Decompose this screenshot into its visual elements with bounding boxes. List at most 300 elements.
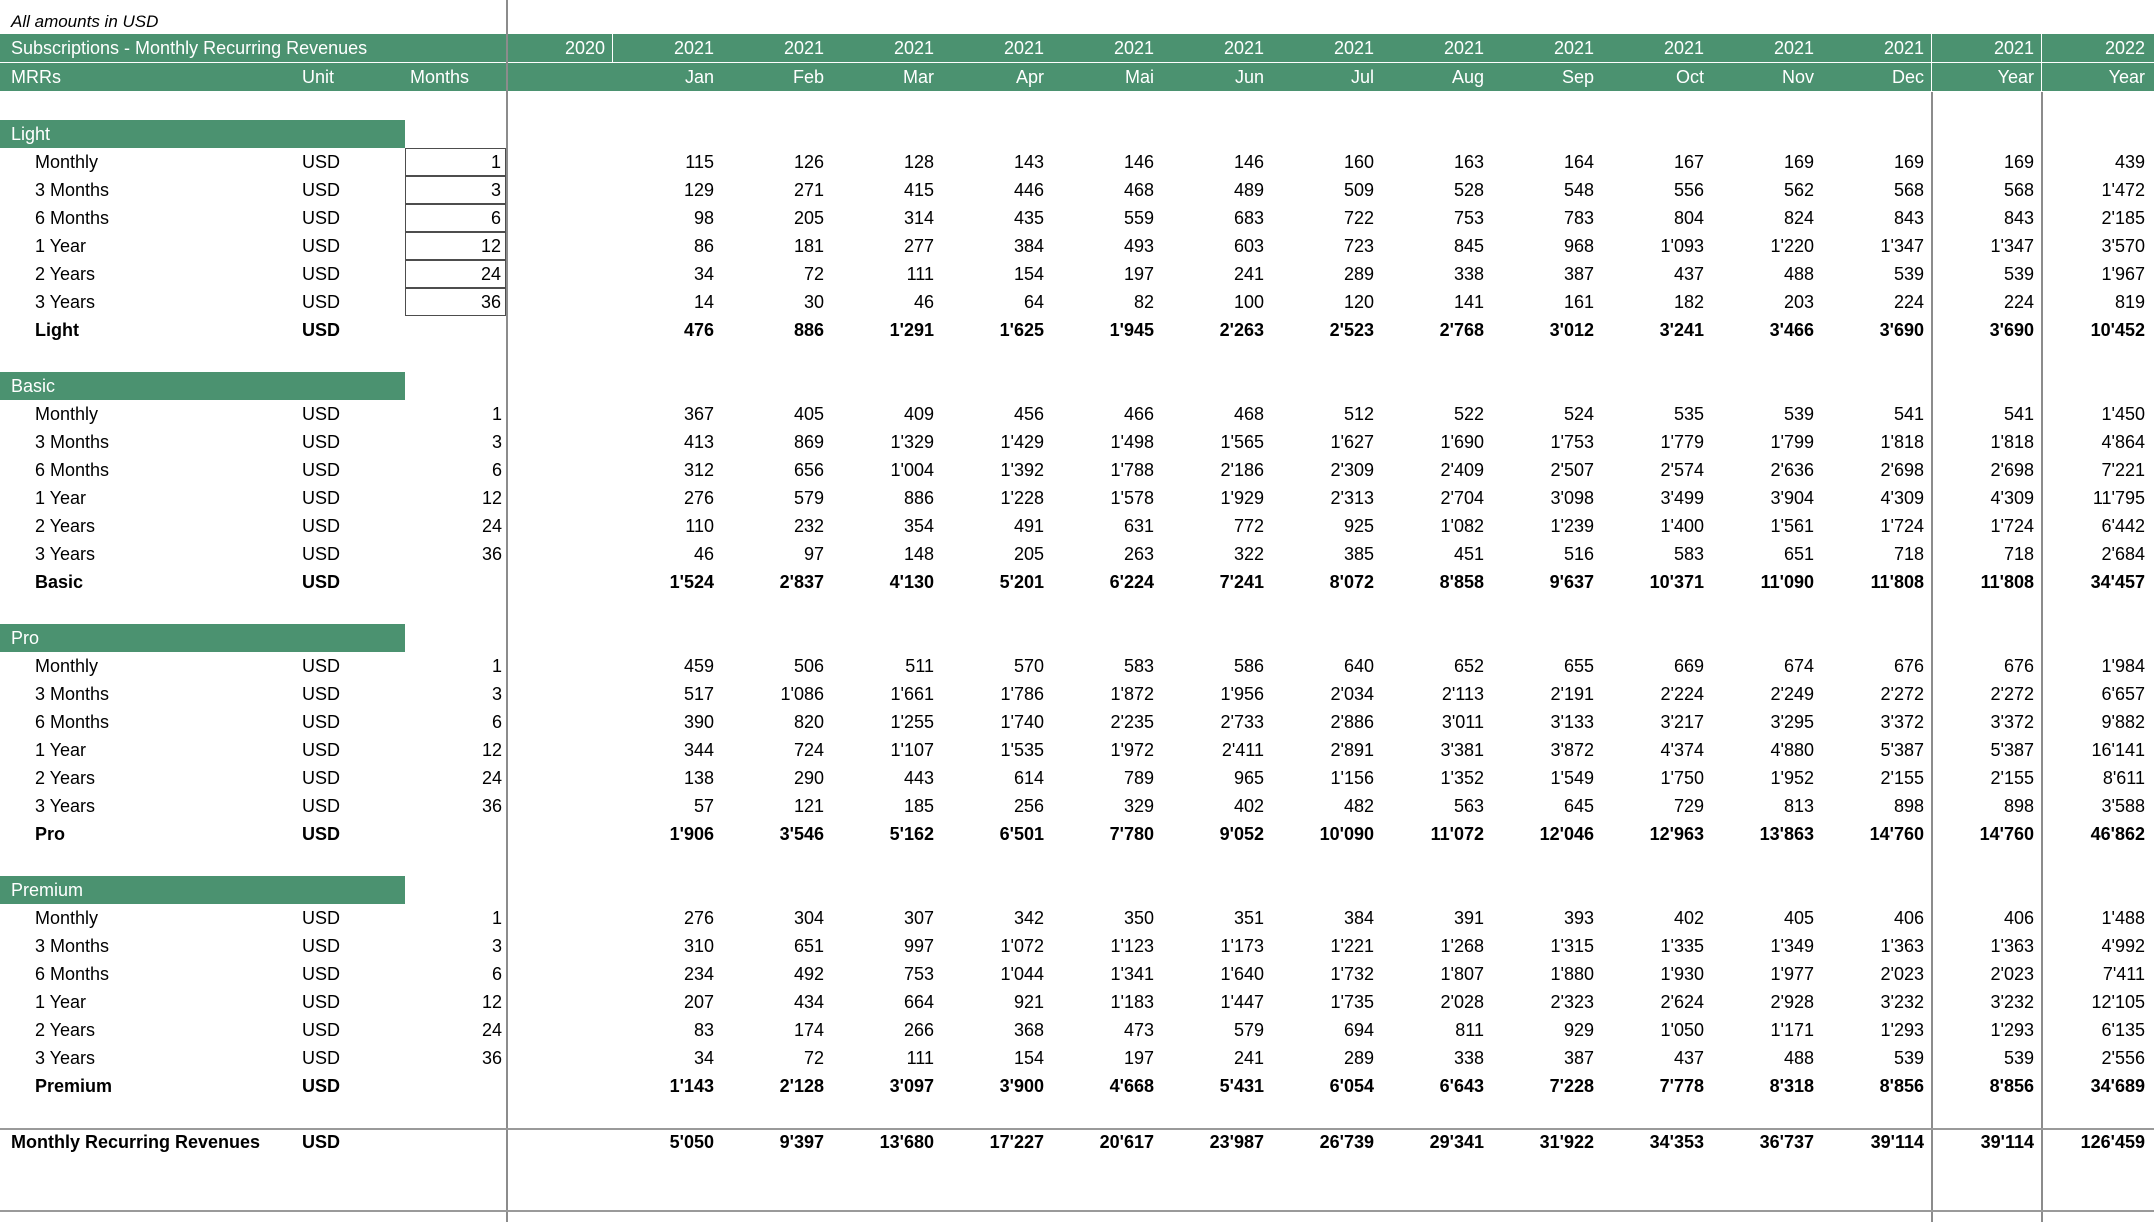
value-cell: 2'155 — [1990, 768, 2034, 788]
value-cell: 1'549 — [1550, 768, 1594, 788]
row-unit: USD — [302, 460, 341, 480]
row-label: Monthly — [35, 404, 99, 424]
total-value: 1'291 — [889, 320, 934, 340]
months-value[interactable]: 36 — [480, 292, 501, 312]
value-cell: 2'028 — [1440, 992, 1484, 1012]
total-label: Basic — [35, 572, 84, 592]
value-cell: 34 — [693, 1048, 714, 1068]
value-cell: 402 — [1233, 796, 1264, 816]
value-cell: 146 — [1123, 152, 1154, 172]
value-cell: 631 — [1123, 516, 1154, 536]
value-cell: 146 — [1233, 152, 1264, 172]
value-cell: 169 — [1783, 152, 1814, 172]
value-cell: 4'374 — [1660, 740, 1704, 760]
table-row — [0, 988, 2154, 1016]
table-row — [0, 652, 2154, 680]
total-value: 6'224 — [1109, 572, 1154, 592]
year-header: 2021 — [1223, 38, 1264, 58]
value-cell: 655 — [1563, 656, 1594, 676]
total-label: Pro — [35, 824, 66, 844]
value-cell: 203 — [1783, 292, 1814, 312]
value-cell: 256 — [1013, 796, 1044, 816]
row-unit: USD — [302, 544, 341, 564]
value-cell: 338 — [1453, 1048, 1484, 1068]
value-cell: 804 — [1673, 208, 1704, 228]
value-cell: 368 — [1013, 1020, 1044, 1040]
months-value: 3 — [491, 936, 502, 956]
value-cell: 3'232 — [1990, 992, 2034, 1012]
group-header-light — [0, 120, 405, 148]
table-row — [0, 428, 2154, 456]
months-value: 24 — [481, 1020, 502, 1040]
period-header: Aug — [1451, 67, 1484, 87]
value-cell: 100 — [1233, 292, 1264, 312]
value-cell: 121 — [793, 796, 824, 816]
value-cell: 1'315 — [1550, 936, 1594, 956]
value-cell: 72 — [803, 1048, 824, 1068]
col-header-unit: Unit — [302, 67, 335, 87]
value-cell: 772 — [1233, 516, 1264, 536]
value-cell: 129 — [683, 180, 714, 200]
value-cell: 391 — [1453, 908, 1484, 928]
value-cell: 1'724 — [1990, 516, 2034, 536]
header-divider — [2041, 34, 2042, 91]
period-header: Apr — [1015, 67, 1044, 87]
header-band-periods — [0, 63, 2154, 91]
year-header: 2021 — [1443, 38, 1484, 58]
value-cell: 2'023 — [1880, 964, 1924, 984]
value-cell: 16'141 — [2091, 740, 2145, 760]
value-cell: 722 — [1343, 208, 1374, 228]
sheet-title: Subscriptions - Monthly Recurring Revenues — [11, 38, 368, 58]
value-cell: 2'224 — [1660, 684, 1704, 704]
value-cell: 1'293 — [1990, 1020, 2034, 1040]
months-value[interactable]: 1 — [490, 152, 501, 172]
value-cell: 1'447 — [1220, 992, 1264, 1012]
months-input-cell[interactable] — [405, 260, 506, 288]
value-cell: 46 — [913, 292, 934, 312]
value-cell: 11'795 — [2092, 488, 2145, 508]
period-header: Year — [2108, 67, 2145, 87]
value-cell: 111 — [906, 264, 934, 284]
row-unit: USD — [302, 404, 341, 424]
table-row — [0, 540, 2154, 568]
value-cell: 570 — [1013, 656, 1044, 676]
value-cell: 813 — [1783, 796, 1814, 816]
value-cell: 5'387 — [1990, 740, 2034, 760]
total-value: 7'228 — [1549, 1076, 1594, 1096]
months-input-cell[interactable] — [405, 204, 506, 232]
value-cell: 4'864 — [2101, 432, 2145, 452]
header-divider — [1931, 34, 1932, 91]
value-cell: 2'034 — [1330, 684, 1374, 704]
value-cell: 6'442 — [2101, 516, 2145, 536]
row-label: Monthly — [35, 656, 99, 676]
total-value: 1'625 — [999, 320, 1044, 340]
total-value: 3'546 — [779, 824, 824, 844]
value-cell: 314 — [903, 208, 934, 228]
total-value: 14'760 — [1869, 824, 1924, 844]
row-unit: USD — [302, 712, 341, 732]
value-cell: 524 — [1563, 404, 1594, 424]
total-value: 11'090 — [1760, 572, 1814, 592]
grand-total-row — [0, 1128, 2154, 1156]
value-cell: 174 — [793, 1020, 824, 1040]
value-cell: 390 — [683, 712, 714, 732]
total-unit: USD — [302, 572, 341, 592]
value-cell: 2'507 — [1550, 460, 1594, 480]
value-cell: 387 — [1563, 264, 1594, 284]
value-cell: 1'255 — [890, 712, 934, 732]
value-cell: 489 — [1233, 180, 1264, 200]
value-cell: 2'733 — [1220, 712, 1264, 732]
value-cell: 482 — [1343, 796, 1374, 816]
value-cell: 443 — [903, 768, 934, 788]
value-cell: 437 — [1673, 264, 1704, 284]
value-cell: 789 — [1123, 768, 1154, 788]
total-value: 34'689 — [2090, 1076, 2145, 1096]
year-header: 2021 — [1663, 38, 1704, 58]
total-unit: USD — [302, 320, 341, 340]
value-cell: 2'636 — [1770, 460, 1814, 480]
value-cell: 387 — [1563, 1048, 1594, 1068]
months-value: 6 — [491, 712, 502, 732]
value-cell: 2'411 — [1221, 740, 1264, 760]
value-cell: 241 — [1233, 1048, 1264, 1068]
value-cell: 579 — [793, 488, 824, 508]
total-value: 6'054 — [1329, 1076, 1374, 1096]
months-value[interactable]: 12 — [480, 236, 501, 256]
value-cell: 468 — [1233, 404, 1264, 424]
total-value: 886 — [793, 320, 824, 340]
value-cell: 466 — [1123, 404, 1154, 424]
months-value: 6 — [491, 460, 502, 480]
value-cell: 516 — [1563, 544, 1594, 564]
value-cell: 393 — [1563, 908, 1594, 928]
total-value: 8'856 — [1989, 1076, 2034, 1096]
table-row — [0, 736, 2154, 764]
grand-total-value: 39'114 — [1870, 1132, 1924, 1152]
value-cell: 664 — [903, 992, 934, 1012]
total-value: 8'318 — [1769, 1076, 1814, 1096]
value-cell: 824 — [1783, 208, 1814, 228]
value-cell: 3'904 — [1770, 488, 1814, 508]
value-cell: 6'135 — [2101, 1020, 2145, 1040]
value-cell: 3'098 — [1550, 488, 1594, 508]
value-cell: 289 — [1343, 264, 1374, 284]
value-cell: 234 — [683, 964, 714, 984]
table-row — [0, 932, 2154, 960]
year-header: 2021 — [1333, 38, 1374, 58]
value-cell: 1'952 — [1770, 768, 1814, 788]
value-cell: 167 — [1673, 152, 1704, 172]
value-cell: 1'171 — [1770, 1020, 1814, 1040]
row-label: 6 Months — [35, 460, 110, 480]
value-cell: 1'740 — [1000, 712, 1044, 732]
value-cell: 4'309 — [1990, 488, 2034, 508]
value-cell: 579 — [1233, 1020, 1264, 1040]
value-cell: 819 — [2114, 292, 2145, 312]
year-header: 2021 — [673, 38, 714, 58]
value-cell: 182 — [1673, 292, 1704, 312]
value-cell: 7'221 — [2101, 460, 2145, 480]
value-cell: 409 — [903, 404, 934, 424]
group-total-row — [0, 1072, 2154, 1100]
total-value: 12'963 — [1649, 824, 1704, 844]
value-cell: 541 — [1893, 404, 1924, 424]
value-cell: 539 — [1783, 404, 1814, 424]
row-unit: USD — [302, 992, 341, 1012]
year-header: 2021 — [1883, 38, 1924, 58]
grand-total-label: Monthly Recurring Revenues — [11, 1132, 261, 1152]
total-value: 3'690 — [1879, 320, 1924, 340]
months-value[interactable]: 6 — [490, 208, 501, 228]
grand-total-value: 126'459 — [2080, 1132, 2145, 1152]
table-row — [0, 512, 2154, 540]
grand-total-value: 31'922 — [1539, 1132, 1594, 1152]
value-cell: 468 — [1123, 180, 1154, 200]
value-cell: 493 — [1123, 236, 1154, 256]
value-cell: 290 — [793, 768, 824, 788]
value-cell: 1'400 — [1660, 516, 1704, 536]
value-cell: 886 — [903, 488, 934, 508]
value-cell: 1'535 — [1000, 740, 1044, 760]
value-cell: 169 — [2003, 152, 2034, 172]
months-value[interactable]: 3 — [490, 180, 501, 200]
total-value: 11'072 — [1430, 824, 1484, 844]
value-cell: 9'882 — [2101, 712, 2145, 732]
value-cell: 1'220 — [1770, 236, 1814, 256]
total-value: 9'052 — [1219, 824, 1264, 844]
value-cell: 1'072 — [1000, 936, 1044, 956]
total-value: 8'856 — [1879, 1076, 1924, 1096]
value-cell: 1'044 — [1000, 964, 1044, 984]
row-label: 3 Months — [35, 936, 110, 956]
group-total-row — [0, 316, 2154, 344]
value-cell: 72 — [803, 264, 824, 284]
row-label: 6 Months — [35, 964, 110, 984]
total-value: 6'643 — [1439, 1076, 1484, 1096]
value-cell: 415 — [903, 180, 934, 200]
value-cell: 3'011 — [1441, 712, 1484, 732]
value-cell: 57 — [693, 796, 714, 816]
value-cell: 2'249 — [1770, 684, 1814, 704]
value-cell: 2'684 — [2101, 544, 2145, 564]
value-cell: 1'086 — [780, 684, 824, 704]
value-cell: 563 — [1453, 796, 1484, 816]
total-value: 8'072 — [1329, 572, 1374, 592]
year-header: 2021 — [1553, 38, 1594, 58]
value-cell: 83 — [693, 1020, 714, 1040]
row-label: 6 Months — [35, 208, 110, 228]
row-unit: USD — [302, 936, 341, 956]
table-row — [0, 708, 2154, 736]
row-unit: USD — [302, 292, 341, 312]
value-cell: 2'113 — [1441, 684, 1484, 704]
total-value: 3'241 — [1659, 320, 1704, 340]
value-cell: 1'750 — [1660, 768, 1704, 788]
total-value: 5'201 — [999, 572, 1044, 592]
grand-total-unit: USD — [302, 1132, 341, 1152]
value-cell: 367 — [683, 404, 714, 424]
months-input-cell[interactable] — [405, 288, 506, 316]
total-value: 6'501 — [999, 824, 1044, 844]
table-row — [0, 456, 2154, 484]
value-cell: 2'186 — [1220, 460, 1264, 480]
value-cell: 583 — [1123, 656, 1154, 676]
value-cell: 1'807 — [1440, 964, 1484, 984]
row-unit: USD — [302, 180, 341, 200]
row-label: Monthly — [35, 152, 99, 172]
months-input-cell[interactable] — [405, 148, 506, 176]
table-row — [0, 904, 2154, 932]
period-header: Jun — [1234, 67, 1264, 87]
value-cell: 3'588 — [2101, 796, 2145, 816]
value-cell: 1'239 — [1550, 516, 1594, 536]
grand-total-value: 29'341 — [1429, 1132, 1484, 1152]
value-cell: 1'640 — [1220, 964, 1264, 984]
value-cell: 276 — [683, 908, 714, 928]
table-row — [0, 176, 2154, 204]
value-cell: 276 — [683, 488, 714, 508]
grand-total-value: 9'397 — [779, 1132, 824, 1152]
year-header: 2021 — [1113, 38, 1154, 58]
grand-total-value: 23'987 — [1209, 1132, 1264, 1152]
months-value: 1 — [491, 656, 502, 676]
value-cell: 1'429 — [1000, 432, 1044, 452]
total-value: 12'046 — [1539, 824, 1594, 844]
value-cell: 1'363 — [1990, 936, 2034, 956]
value-cell: 1'498 — [1110, 432, 1154, 452]
value-cell: 4'880 — [1770, 740, 1814, 760]
value-cell: 439 — [2114, 152, 2145, 172]
value-cell: 181 — [793, 236, 824, 256]
total-value: 3'466 — [1769, 320, 1814, 340]
value-cell: 1'347 — [1880, 236, 1924, 256]
value-cell: 5'387 — [1880, 740, 1924, 760]
value-cell: 528 — [1453, 180, 1484, 200]
value-cell: 1'472 — [2101, 180, 2145, 200]
row-label: 2 Years — [35, 264, 96, 284]
value-cell: 669 — [1673, 656, 1704, 676]
year-header: 2021 — [1993, 38, 2034, 58]
total-value: 3'097 — [889, 1076, 934, 1096]
value-cell: 488 — [1783, 264, 1814, 284]
value-cell: 86 — [693, 236, 714, 256]
value-cell: 645 — [1563, 796, 1594, 816]
total-value: 4'130 — [889, 572, 934, 592]
value-cell: 4'309 — [1880, 488, 1924, 508]
value-cell: 1'972 — [1110, 740, 1154, 760]
row-unit: USD — [302, 208, 341, 228]
value-cell: 406 — [1893, 908, 1924, 928]
value-cell: 456 — [1013, 404, 1044, 424]
value-cell: 3'570 — [2101, 236, 2145, 256]
value-cell: 3'499 — [1660, 488, 1704, 508]
value-cell: 46 — [693, 544, 714, 564]
value-cell: 1'349 — [1770, 936, 1814, 956]
row-label: 1 Year — [35, 488, 87, 508]
value-cell: 224 — [1893, 292, 1924, 312]
value-cell: 2'704 — [1440, 488, 1484, 508]
value-cell: 1'450 — [2101, 404, 2145, 424]
months-value[interactable]: 24 — [480, 264, 501, 284]
value-cell: 2'624 — [1660, 992, 1704, 1012]
total-value: 1'524 — [669, 572, 714, 592]
value-cell: 4'992 — [2101, 936, 2145, 956]
table-row — [0, 764, 2154, 792]
value-cell: 724 — [793, 740, 824, 760]
value-cell: 304 — [793, 908, 824, 928]
total-value: 7'780 — [1109, 824, 1154, 844]
value-cell: 1'880 — [1550, 964, 1594, 984]
value-cell: 845 — [1453, 236, 1484, 256]
value-cell: 676 — [2003, 656, 2034, 676]
value-cell: 185 — [903, 796, 934, 816]
row-label: 2 Years — [35, 768, 96, 788]
value-cell: 522 — [1453, 404, 1484, 424]
value-cell: 1'488 — [2101, 908, 2145, 928]
value-cell: 34 — [693, 264, 714, 284]
table-row — [0, 148, 2154, 176]
months-input-cell[interactable] — [405, 176, 506, 204]
grand-total-value: 20'617 — [1099, 1132, 1154, 1152]
value-cell: 651 — [793, 936, 824, 956]
total-value: 7'778 — [1659, 1076, 1704, 1096]
value-cell: 197 — [1123, 264, 1154, 284]
table-row — [0, 1044, 2154, 1072]
value-cell: 1'929 — [1220, 488, 1264, 508]
value-cell: 3'217 — [1660, 712, 1704, 732]
period-header: Jan — [684, 67, 714, 87]
table-row — [0, 1016, 2154, 1044]
value-cell: 1'363 — [1880, 936, 1924, 956]
months-input-cell[interactable] — [405, 232, 506, 260]
value-cell: 541 — [2003, 404, 2034, 424]
value-cell: 820 — [793, 712, 824, 732]
value-cell: 154 — [1013, 264, 1044, 284]
value-cell: 1'956 — [1220, 684, 1264, 704]
row-label: 3 Months — [35, 432, 110, 452]
value-cell: 2'323 — [1550, 992, 1594, 1012]
value-cell: 277 — [903, 236, 934, 256]
value-cell: 997 — [903, 936, 934, 956]
value-cell: 1'341 — [1110, 964, 1154, 984]
value-cell: 723 — [1343, 236, 1374, 256]
value-cell: 509 — [1343, 180, 1374, 200]
value-cell: 2'698 — [1880, 460, 1924, 480]
value-cell: 676 — [1893, 656, 1924, 676]
value-cell: 402 — [1673, 908, 1704, 928]
value-cell: 3'372 — [1990, 712, 2034, 732]
value-cell: 266 — [903, 1020, 934, 1040]
value-cell: 694 — [1343, 1020, 1374, 1040]
total-value: 1'143 — [669, 1076, 714, 1096]
total-value: 4'668 — [1109, 1076, 1154, 1096]
value-cell: 1'799 — [1770, 432, 1814, 452]
value-cell: 718 — [1893, 544, 1924, 564]
value-cell: 205 — [1013, 544, 1044, 564]
period-header: Mai — [1124, 67, 1154, 87]
total-value: 1'906 — [669, 824, 714, 844]
value-cell: 385 — [1343, 544, 1374, 564]
value-cell: 535 — [1673, 404, 1704, 424]
value-cell: 491 — [1013, 516, 1044, 536]
value-cell: 6'657 — [2101, 684, 2145, 704]
row-label: Monthly — [35, 908, 99, 928]
table-row — [0, 680, 2154, 708]
value-cell: 1'268 — [1440, 936, 1484, 956]
